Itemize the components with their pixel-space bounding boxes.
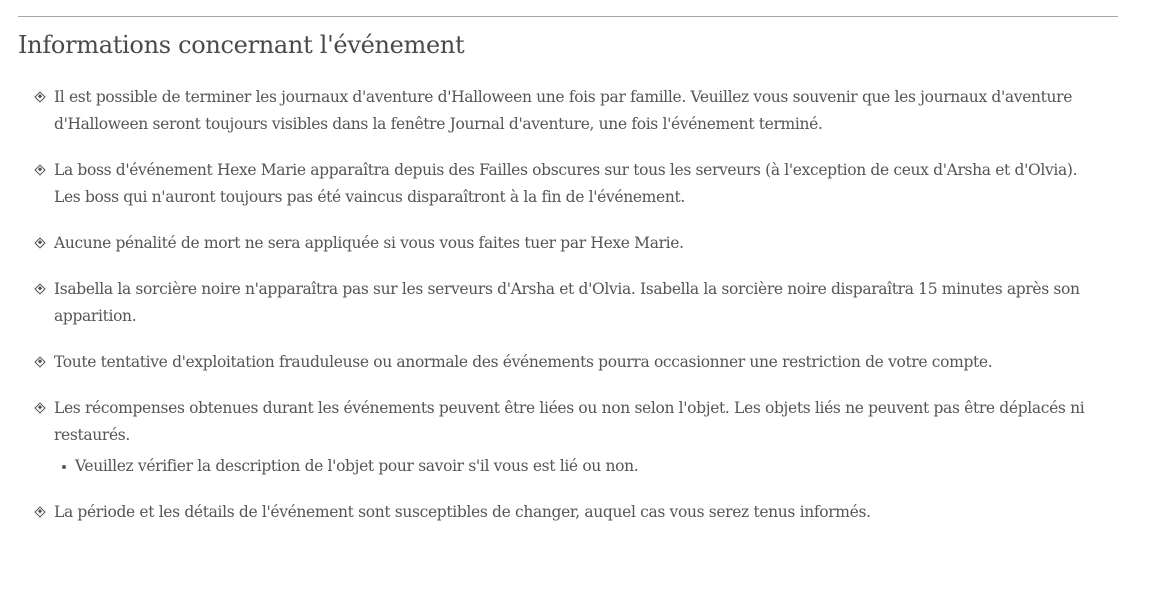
notice-text: La période et les détails de l'événement sont susceptibles de changer, auquel cas vous serez tenus informés. <box>54 503 871 521</box>
diamond-bullet-icon <box>34 283 45 294</box>
notice-item <box>34 230 1104 257</box>
notice-text: Isabella la sorcière noire n'apparaîtra pas sur les serveurs d'Arsha et d'Olvia. Isabella la sorcière noire disparaîtra 15 minutes après son apparition. <box>54 280 1080 325</box>
diamond-bullet-icon <box>34 402 45 413</box>
sub-note-list <box>54 453 1104 480</box>
diamond-bullet-icon <box>34 506 45 517</box>
top-divider <box>18 16 1118 17</box>
sub-note-text: Veuillez vérifier la description de l'objet pour savoir s'il vous est lié ou non. <box>75 457 639 475</box>
section-title: Informations concernant l'événement <box>18 31 465 59</box>
notice-list <box>34 84 1104 545</box>
notice-item <box>34 157 1104 211</box>
notice-text: La boss d'événement Hexe Marie apparaîtra depuis des Failles obscures sur tous les serveurs (à l'exception de ceux d'Arsha et d'Olvia). Les boss qui n'auront toujours pas été vaincus disparaîtront à la fin de l'événement. <box>54 161 1078 206</box>
notice-text: Aucune pénalité de mort ne sera appliquée si vous vous faites tuer par Hexe Marie. <box>54 234 684 252</box>
diamond-bullet-icon <box>34 237 45 248</box>
notice-item <box>34 395 1104 480</box>
diamond-bullet-icon <box>34 356 45 367</box>
diamond-bullet-icon <box>34 164 45 175</box>
notice-item <box>34 499 1104 526</box>
notice-text: Il est possible de terminer les journaux d'aventure d'Halloween une fois par famille. Veuillez vous souvenir que les journaux d'aventure d'Halloween seront toujours visibles dans la fenêtre Journal d'aventure, une fois l'événement terminé. <box>54 88 1073 133</box>
notice-text: Les récompenses obtenues durant les événements peuvent être liées ou non selon l'objet. Les objets liés ne peuvent pas être déplacés ni restaurés. <box>54 399 1085 444</box>
sub-note-item <box>54 453 1104 480</box>
notice-item <box>34 84 1104 138</box>
diamond-bullet-icon <box>34 91 45 102</box>
notice-text: Toute tentative d'exploitation frauduleuse ou anormale des événements pourra occasionner une restriction de votre compte. <box>54 353 993 371</box>
notice-item <box>34 349 1104 376</box>
dot-bullet-icon <box>62 465 66 469</box>
notice-item <box>34 276 1104 330</box>
